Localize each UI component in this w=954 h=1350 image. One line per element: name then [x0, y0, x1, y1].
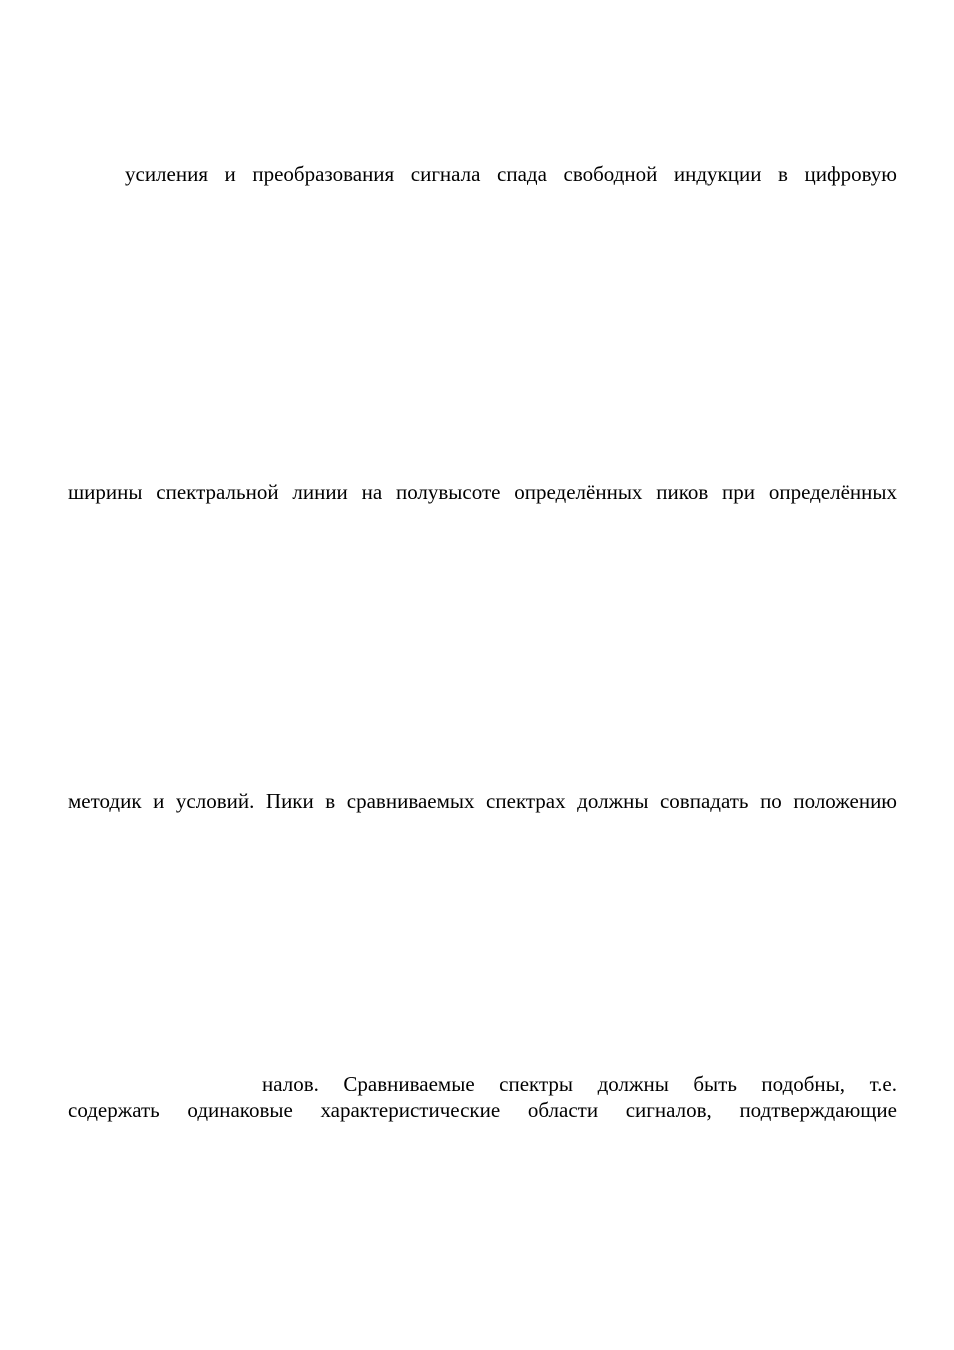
text-line-5: содержать одинаковые характеристические области сигналов, подтверждающие [68, 1098, 897, 1122]
text-line-4: налов. Сравниваемые спектры должны быть подобны, т.е. [262, 1072, 897, 1096]
text-line-3: методик и условий. Пики в сравниваемых спектрах должны совпадать по положению [68, 789, 897, 813]
text-line-2: ширины спектральной линии на полувысоте определённых пиков при определённых [68, 480, 897, 504]
text-line-1: усиления и преобразования сигнала спада свободной индукции в цифровую [125, 162, 897, 186]
